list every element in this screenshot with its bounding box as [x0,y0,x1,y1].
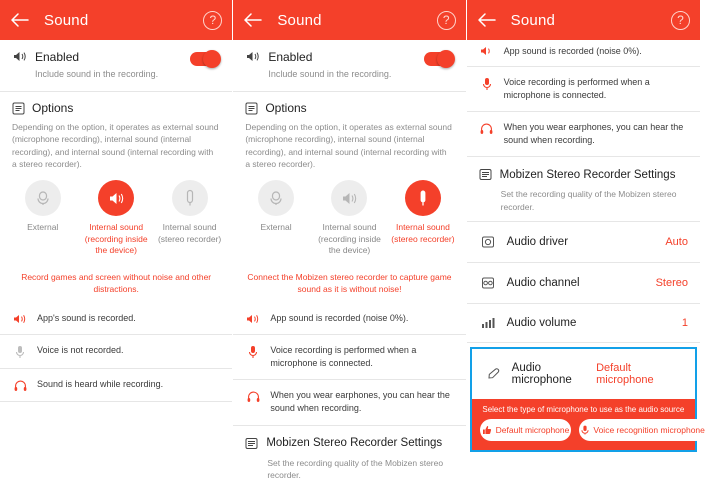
option-stereo-recorder-label: Internal sound (stereo recorder) [157,222,222,244]
screen-stereo-settings [467,0,705,435]
info-text: Sound is heard while recording. [37,379,164,390]
microphone-hint: Select the type of microphone to use as the audio source [472,399,695,419]
info-text: When you wear earphones, you can hear the sound when recording. [270,390,450,414]
internal-sound-icon [98,180,134,216]
enabled-subtitle: Include sound in the recording. [35,69,159,79]
info-text: Voice recording is performed when a microphone is connected. [270,345,417,369]
enabled-title: Enabled [268,50,313,64]
setting-audio-channel[interactable] [467,263,700,304]
enabled-title: Enabled [35,50,80,64]
back-icon[interactable] [10,10,30,30]
option-choices [233,170,465,260]
option-stereo-recorder[interactable] [153,180,226,245]
help-icon[interactable]: ? [203,11,222,30]
panel2-notice: Connect the Mobizen stereo recorder to capture game sound as it is without noise! [247,271,452,294]
stereo-recorder-icon [172,180,208,216]
page-title: Sound [44,11,89,29]
audio-microphone-highlight [470,347,705,452]
help-icon[interactable]: ? [671,11,690,30]
option-stereo-recorder[interactable] [386,180,459,245]
info-text: Voice is not recorded. [37,345,124,356]
info-item-headphone [467,112,700,157]
options-header [0,92,232,117]
option-internal-sound[interactable] [313,180,386,256]
stereo-settings-subtitle: Set the recording quality of the Mobizen stereo recorder. [267,457,444,480]
setting-audio-microphone[interactable] [472,349,695,399]
option-external[interactable] [239,180,312,233]
setting-value[interactable]: Auto [665,235,688,248]
speaker-icon [245,50,261,63]
option-internal-sound-label: Internal sound (recording inside the device) [84,222,148,256]
page-title: Sound [277,11,322,29]
info-item-voice [0,335,232,369]
headphone-icon [12,378,28,392]
stereo-settings-title: Mobizen Stereo Recorder Settings [266,437,443,450]
default-microphone-label: Default microphone [495,424,570,435]
option-stereo-recorder-label: Internal sound (stereo recorder) [391,222,455,244]
setting-name: Audio channel [506,276,580,289]
setting-value[interactable]: Default microphone [596,361,654,386]
enabled-row[interactable] [233,40,465,92]
info-item-headphone [233,380,465,425]
speaker-icon [479,45,495,57]
speaker-icon [12,50,28,63]
voice-icon [581,425,589,435]
info-item-voice [467,67,700,112]
setting-name: Audio driver [506,235,569,248]
stereo-settings-header[interactable] [233,426,465,454]
stereo-recorder-icon [405,180,441,216]
enabled-row[interactable] [0,40,232,92]
option-internal-sound[interactable] [79,180,152,256]
option-external[interactable] [6,180,79,233]
options-header [233,92,465,117]
info-text: App's sound is recorded. [37,313,136,324]
info-text: When you wear earphones, you can hear the sound when recording. [503,122,684,146]
info-item-app-sound [233,303,465,335]
options-label: Options [32,101,74,115]
option-internal-sound-label: Internal sound (recording inside the device) [318,222,381,256]
internal-sound-icon [331,180,367,216]
screen-sound-internal [0,0,233,414]
info-text: Voice recording is performed when a microphone is connected. [503,77,650,101]
microphone-icon [479,76,495,91]
enabled-subtitle: Include sound in the recording. [268,69,392,79]
options-description: Depending on the option, it operates as external sound (microphone recording), internal sound (internal recording), and internal sound (internal recording with a stereo recorder). [245,122,452,169]
microphone-buttons [472,419,705,450]
help-icon[interactable]: ? [437,11,456,30]
audio-driver-icon [479,235,497,249]
panel1-notice: Record games and screen without noise and other distractions. [21,271,212,294]
setting-value[interactable]: Stereo [655,276,688,289]
stereo-settings-header[interactable] [467,157,700,185]
stereo-settings-icon [479,168,492,181]
info-item-app-sound-partial [467,40,700,67]
options-label: Options [265,101,307,115]
setting-name: Audio volume [506,316,577,329]
info-item-voice [233,335,465,380]
thumbs-up-icon [482,425,492,435]
stereo-settings-icon [245,437,258,450]
enabled-toggle[interactable] [190,52,220,66]
options-icon [12,102,25,115]
headphone-icon [245,389,261,403]
back-icon[interactable] [243,10,263,30]
options-description: Depending on the option, it operates as external sound (microphone recording), internal sound (internal recording), and internal sound (internal recording with a stereo recorder). [12,122,219,169]
info-text: App sound is recorded (noise 0%). [503,46,642,56]
info-item-app-sound [0,303,232,335]
speaker-icon [12,312,28,325]
voice-recognition-microphone-label: Voice recognition microphone [593,424,705,435]
app-bar [467,0,700,40]
setting-value[interactable]: 1 [681,316,688,329]
option-choices [0,170,232,260]
audio-channel-icon [479,276,497,290]
setting-name: Audio microphone [511,361,572,386]
info-text: App sound is recorded (noise 0%). [270,313,409,324]
enabled-toggle[interactable] [424,52,454,66]
microphone-icon [12,344,28,359]
speaker-icon [245,312,261,325]
headphone-icon [479,121,495,135]
default-microphone-button[interactable] [480,419,572,441]
option-external-label: External [260,222,292,233]
app-bar [233,0,465,40]
microphone-plug-icon [484,367,502,381]
info-item-headphone [0,369,232,402]
setting-audio-driver[interactable] [467,222,700,263]
microphone-icon [245,344,261,359]
audio-volume-icon [479,317,497,329]
setting-audio-volume[interactable] [467,304,700,343]
option-external-label: External [27,222,59,233]
options-icon [245,102,258,115]
app-bar [0,0,232,40]
screen-sound-stereo [233,0,466,480]
stereo-settings-title: Mobizen Stereo Recorder Settings [499,168,676,181]
back-icon[interactable] [477,10,497,30]
microphone-circle-icon [258,180,294,216]
voice-recognition-microphone-button[interactable] [579,419,707,441]
stereo-settings-subtitle: Set the recording quality of the Mobizen stereo recorder. [467,185,700,222]
microphone-circle-icon [25,180,61,216]
page-title: Sound [510,11,556,29]
